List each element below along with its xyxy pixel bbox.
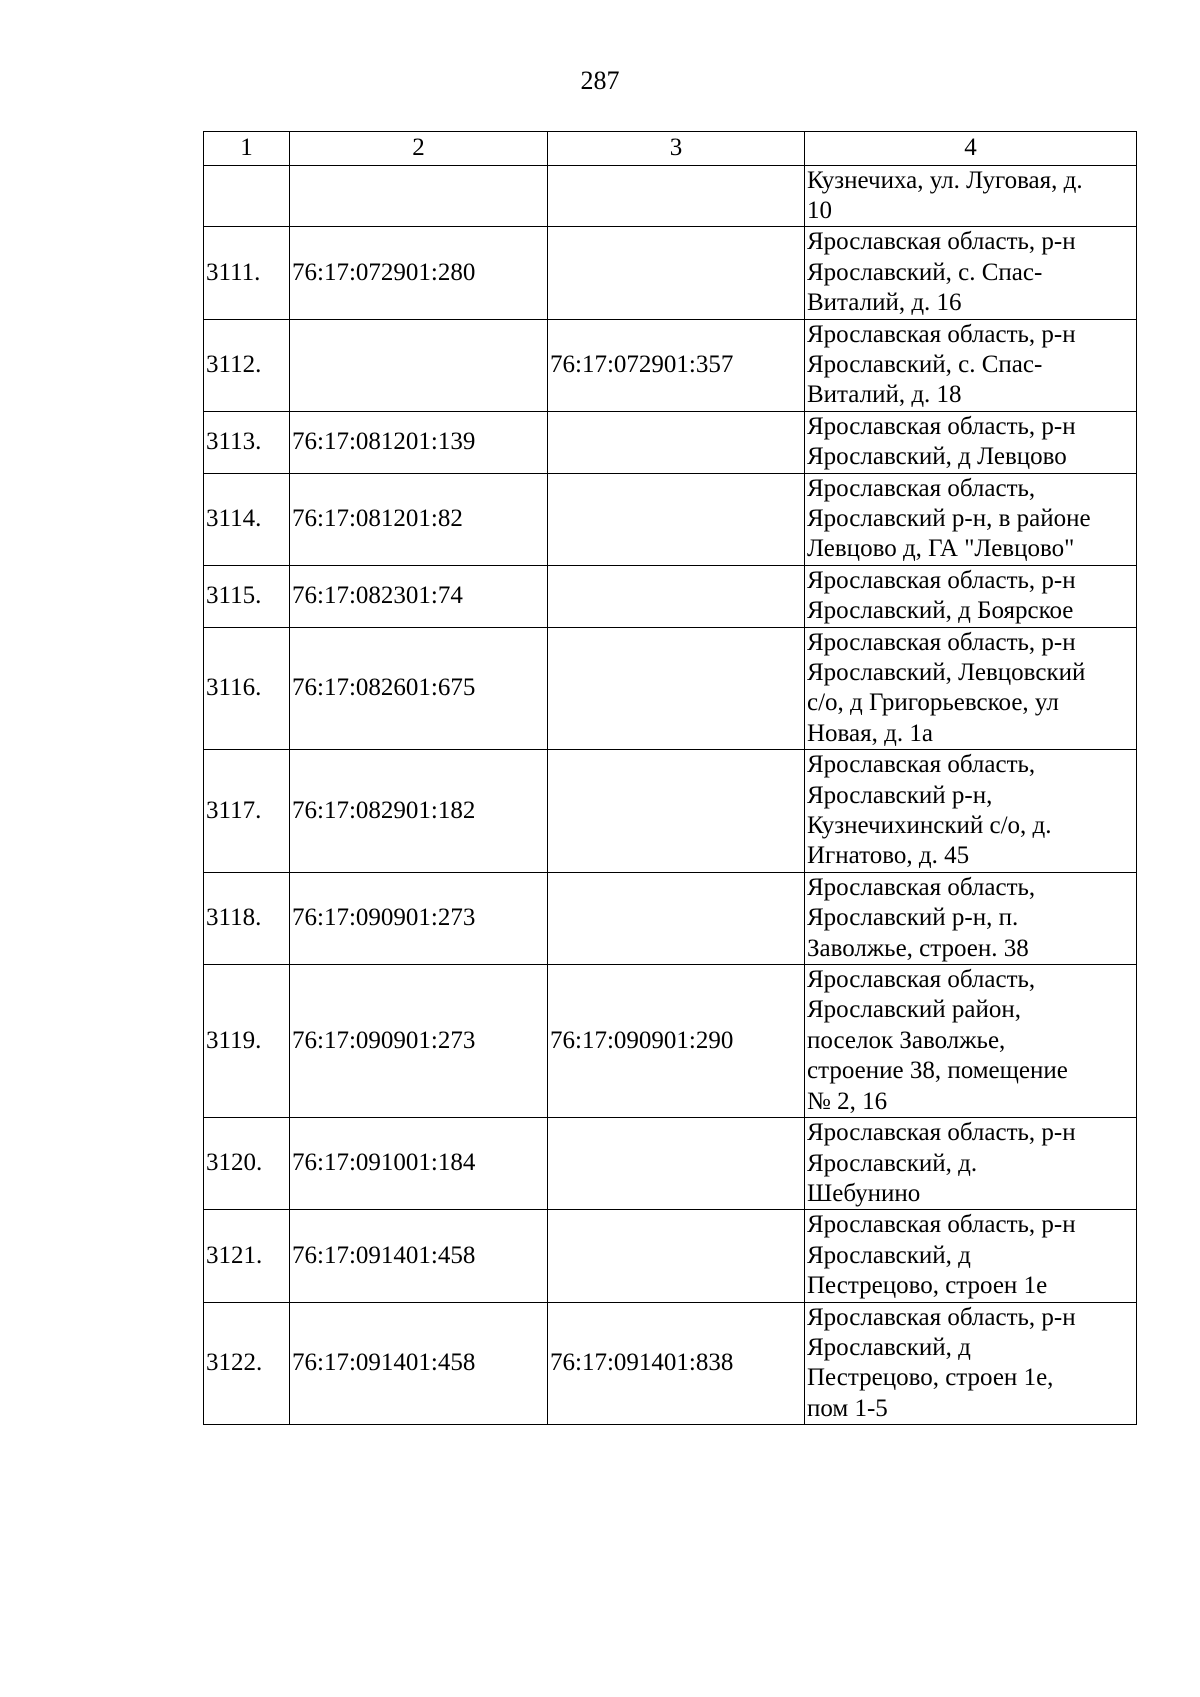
row-number-cell: 3117. [204,750,290,873]
row-number-cell: 3112. [204,319,290,411]
address-cell [805,627,1137,750]
row-number-cell: 3114. [204,473,290,565]
room-cadastral-number-cell: 76:17:091401:838 [548,1302,805,1425]
address-line: строение 38, помещение [807,1057,1068,1085]
table-row [204,565,1137,627]
table-row [204,627,1137,750]
room-cadastral-number-cell [548,565,805,627]
table-body [204,165,1137,1425]
address-line: Ярославский р-н, в районе [807,504,1091,532]
address-line: Пестрецово, строен 1е [807,1272,1048,1300]
registry-table [203,131,1137,1425]
table-row [204,319,1137,411]
address-line: Ярославский район, [807,996,1021,1024]
address-cell [805,473,1137,565]
cadastral-number-cell: 76:17:081201:139 [290,411,548,473]
table-row [204,1302,1137,1425]
cadastral-number-cell: 76:17:081201:82 [290,473,548,565]
room-cadastral-number-cell [548,1118,805,1210]
address-line: Кузнечихинский с/о, д. [807,812,1052,840]
table-row [204,411,1137,473]
address-cell [805,1302,1137,1425]
page-number: 287 [580,66,620,95]
table-row [204,872,1137,964]
address-cell [805,750,1137,873]
header-col-1: 1 [204,132,290,166]
cadastral-number-cell [290,165,548,227]
room-cadastral-number-cell [548,872,805,964]
cadastral-number-cell: 76:17:090901:273 [290,872,548,964]
cadastral-number-cell: 76:17:082901:182 [290,750,548,873]
address-line: Новая, д. 1а [807,719,933,747]
address-line: Ярославский, д Боярское [807,597,1074,625]
address-line: Ярославская область, р-н [807,1211,1076,1239]
address-line: Виталий, д. 16 [807,289,962,317]
address-line: Ярославская область, р-н [807,628,1076,656]
row-number-cell: 3120. [204,1118,290,1210]
address-cell [805,411,1137,473]
row-number-cell [204,165,290,227]
row-number-cell: 3118. [204,872,290,964]
row-number-cell: 3113. [204,411,290,473]
address-line: Левцово д, ГА "Левцово" [807,535,1075,563]
row-number-cell: 3122. [204,1302,290,1425]
room-cadastral-number-cell [548,165,805,227]
room-cadastral-number-cell [548,627,805,750]
address-line: Шебунино [807,1179,921,1207]
address-line: Игнатово, д. 45 [807,842,970,870]
address-line: Ярославская область, р-н [807,412,1076,440]
address-line: Виталий, д. 18 [807,381,962,409]
row-number-cell: 3111. [204,227,290,319]
address-cell [805,1210,1137,1302]
address-line: 10 [807,196,832,224]
address-line: Ярославский, д [807,1333,971,1361]
address-cell [805,565,1137,627]
cadastral-number-cell: 76:17:082601:675 [290,627,548,750]
address-line: Пестрецово, строен 1е, [807,1364,1054,1392]
header-col-4: 4 [805,132,1137,166]
address-line: Ярославская область, р-н [807,320,1076,348]
address-cell [805,872,1137,964]
address-line: Ярославский, д [807,1241,971,1269]
address-line: Ярославская область, [807,873,1036,901]
address-line: Ярославский, Левцовский [807,659,1086,686]
cadastral-number-cell: 76:17:072901:280 [290,227,548,319]
address-line: Ярославская область, [807,474,1036,502]
address-line: Ярославская область, [807,751,1036,779]
address-line: № 2, 16 [807,1087,888,1115]
address-cell [805,1118,1137,1210]
address-line: Ярославский, с. Спас- [807,258,1043,286]
cadastral-number-cell: 76:17:091401:458 [290,1210,548,1302]
address-line: Ярославская область, [807,966,1036,994]
table-row [204,227,1137,319]
address-cell [805,227,1137,319]
address-line: Заволжье, строен. 38 [807,934,1029,962]
cadastral-number-cell: 76:17:091001:184 [290,1118,548,1210]
table-row [204,165,1137,227]
room-cadastral-number-cell [548,1210,805,1302]
room-cadastral-number-cell [548,473,805,565]
table-row [204,1118,1137,1210]
address-line: Ярославский, д Левцово [807,443,1067,471]
header-col-2: 2 [290,132,548,166]
cadastral-number-cell: 76:17:090901:273 [290,965,548,1118]
table-row [204,965,1137,1118]
address-line: поселок Заволжье, [807,1026,1006,1054]
row-number-cell: 3121. [204,1210,290,1302]
room-cadastral-number-cell: 76:17:090901:290 [548,965,805,1118]
address-line: Ярославский р-н, [807,781,993,809]
row-number-cell: 3116. [204,627,290,750]
table-row [204,1210,1137,1302]
cadastral-number-cell [290,319,548,411]
row-number-cell: 3115. [204,565,290,627]
address-cell [805,319,1137,411]
table-row [204,750,1137,873]
address-cell [805,165,1137,227]
address-line: пом 1-5 [807,1394,888,1422]
cadastral-number-cell: 76:17:091401:458 [290,1302,548,1425]
header-col-3: 3 [548,132,805,166]
address-line: Ярославская область, р-н [807,566,1076,594]
address-line: Кузнечиха, ул. Луговая, д. [807,166,1083,194]
address-line: с/о, д Григорьевское, ул [807,689,1059,717]
address-line: Ярославский, с. Спас- [807,350,1043,378]
room-cadastral-number-cell [548,411,805,473]
address-line: Ярославская область, р-н [807,1119,1076,1147]
address-line: Ярославский, д. [807,1149,978,1177]
address-line: Ярославская область, р-н [807,228,1076,256]
room-cadastral-number-cell [548,750,805,873]
address-line: Ярославская область, р-н [807,1303,1076,1331]
table-row [204,473,1137,565]
address-line: Ярославский р-н, п. [807,904,1019,932]
room-cadastral-number-cell: 76:17:072901:357 [548,319,805,411]
header-row [204,132,1137,166]
address-cell [805,965,1137,1118]
cadastral-number-cell: 76:17:082301:74 [290,565,548,627]
room-cadastral-number-cell [548,227,805,319]
row-number-cell: 3119. [204,965,290,1118]
